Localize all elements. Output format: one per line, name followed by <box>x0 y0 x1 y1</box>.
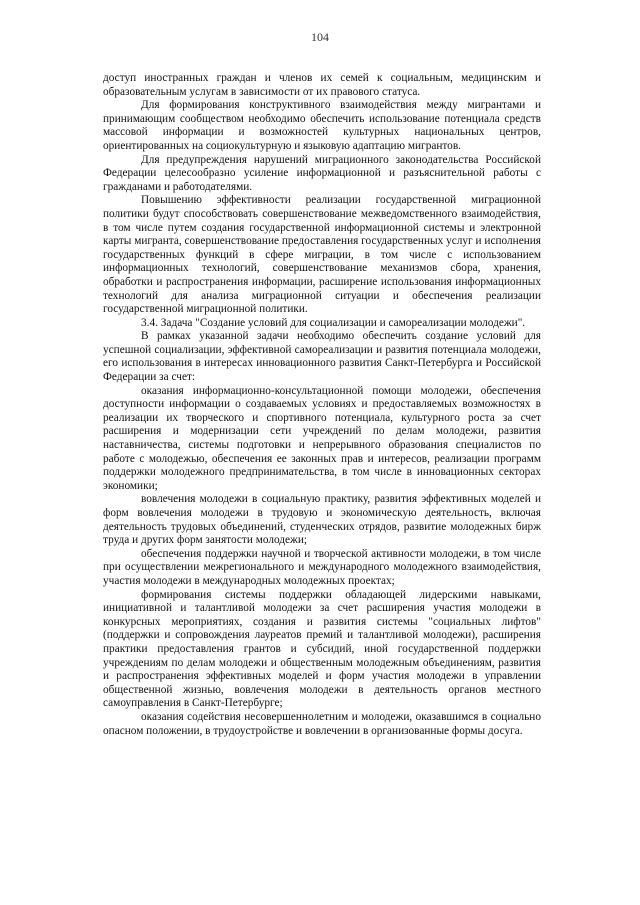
paragraph-4: Повышению эффективности реализации государственной миграционной политики будут способствовать совершенствование межведомственного взаимодействия, в том числе путем создания государственной информационной системы и электронной карты мигранта, совершенствование предоставления государственных услуг и исполнения государственных функций в сфере миграции, в том числе с использованием информационных технологий, совершенствование механизмов сбора, хранения, обработки и распространения информации, расширение использования информационных технологий для анализа миграционной ситуации и обеспечения реализации государственной миграционной политики. <box>103 194 541 316</box>
document-body <box>103 72 541 738</box>
paragraph-6: В рамках указанной задачи необходимо обеспечить создание условий для успешной социализации, эффективной самореализации и развития потенциала молодежи, его использования в интересах инновационного развития Санкт-Петербурга и Российской Федерации за счет: <box>103 330 541 384</box>
paragraph-2: Для формирования конструктивного взаимодействия между мигрантами и принимающим сообществом необходимо обеспечить использование потенциала средств массовой информации и возможностей культурных национальных центров, ориентированных на социокультурную и языковую адаптацию мигрантов. <box>103 99 541 152</box>
list-item-3: обеспечения поддержки научной и творческой активности молодежи, в том числе при осуществлении межрегионального и международного молодежного взаимодействия, участия молодежи в международных молодежных проектах; <box>103 547 541 587</box>
paragraph-3: Для предупреждения нарушений миграционного законодательства Российской Федерации целесообразно усиление информационной и разъяснительной работы с гражданами и работодателями. <box>103 153 541 193</box>
section-heading-3-4: 3.4. Задача "Создание условий для социализации и самореализации молодежи". <box>141 316 526 329</box>
list-item-4: формирования системы поддержки обладающей лидерскими навыками, инициативной и талантливой молодежи за счет расширения участия молодежи в конкурсных мероприятиях, создания и развития системы "социальных лифтов" (поддержки и сопровождения лауреатов премий и талантливой молодежи), расширения практики предоставления грантов и субсидий, иной государственной поддержки учреждениям по делам молодежи и общественным молодежным объединениям, развития и распространения эффективных моделей и форм участия молодежи в управлении общественной жизнью, вовлечения молодежи в деятельность органов местного самоуправления в Санкт-Петербурге; <box>103 588 541 710</box>
paragraph-1: доступ иностранных граждан и членов их семей к социальным, медицинским и образовательным услугам в зависимости от их правового статуса. <box>103 72 541 98</box>
list-item-1: оказания информационно-консультационной помощи молодежи, обеспечения доступности информации о создаваемых условиях и предоставляемых возможностях в реализации их творческого и спортивного потенциала, культурного роста за счет расширения и модернизации сети учреждений по делам молодежи, развития наставничества, системы подготовки и непрерывного образования специалистов по работе с молодежью, обеспечения ее законных прав и интересов, реализации программ поддержки молодежного предпринимательства, в том числе в инновационных секторах экономики; <box>103 384 541 492</box>
page-number: 104 <box>311 30 329 44</box>
list-item-2: вовлечения молодежи в социальную практику, развития эффективных моделей и форм вовлечения молодежи в трудовую и экономическую деятельность, включая деятельность трудовых объединений, студенческих отрядов, развитие молодежных бирж труда и других форм занятости молодежи; <box>103 493 541 547</box>
list-item-5: оказания содействия несовершеннолетним и молодежи, оказавшимся в социально опасном положении, в трудоустройстве и вовлечении в организованные формы досуга. <box>103 710 541 737</box>
